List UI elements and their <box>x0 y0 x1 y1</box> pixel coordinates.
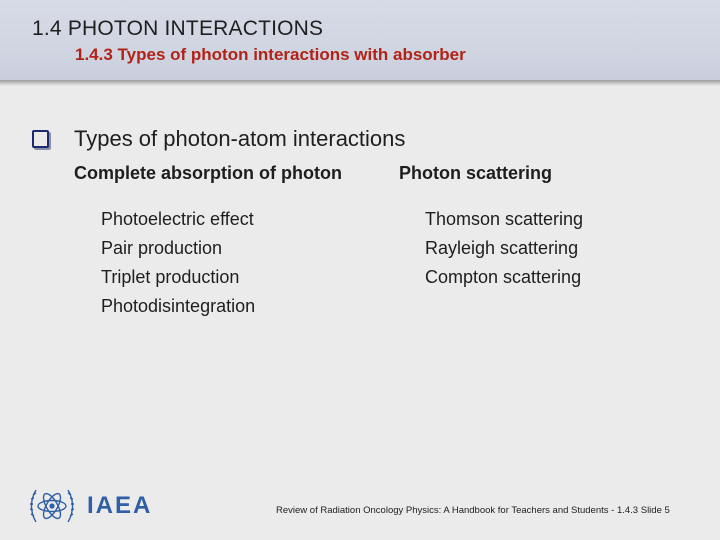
footer-citation: Review of Radiation Oncology Physics: A Handbook for Teachers and Students - 1.4.3 Slide 5 <box>276 505 670 516</box>
list-item: Thomson scattering <box>425 209 584 229</box>
list-item: Photodisintegration <box>101 296 256 316</box>
slide-title: 1.4 PHOTON INTERACTIONS <box>32 17 324 40</box>
header-divider <box>0 80 720 87</box>
list-item: Compton scattering <box>425 267 582 287</box>
list-item: Rayleigh scattering <box>425 238 579 258</box>
iaea-atom-emblem-icon <box>28 482 76 530</box>
scattering-list <box>425 207 583 294</box>
list-item: Pair production <box>101 238 223 258</box>
absorption-heading: Complete absorption of photon <box>74 163 342 183</box>
list-item: Triplet production <box>101 267 240 287</box>
list-item: Photoelectric effect <box>101 209 254 229</box>
iaea-logo-text: IAEA <box>87 492 153 519</box>
slide-subtitle: 1.4.3 Types of photon interactions with absorber <box>75 45 466 64</box>
slide-header <box>0 0 720 80</box>
absorption-list <box>101 207 255 323</box>
square-bullet-icon <box>32 130 49 148</box>
main-bullet-text: Types of photon-atom interactions <box>74 126 406 151</box>
scattering-heading: Photon scattering <box>399 163 553 183</box>
